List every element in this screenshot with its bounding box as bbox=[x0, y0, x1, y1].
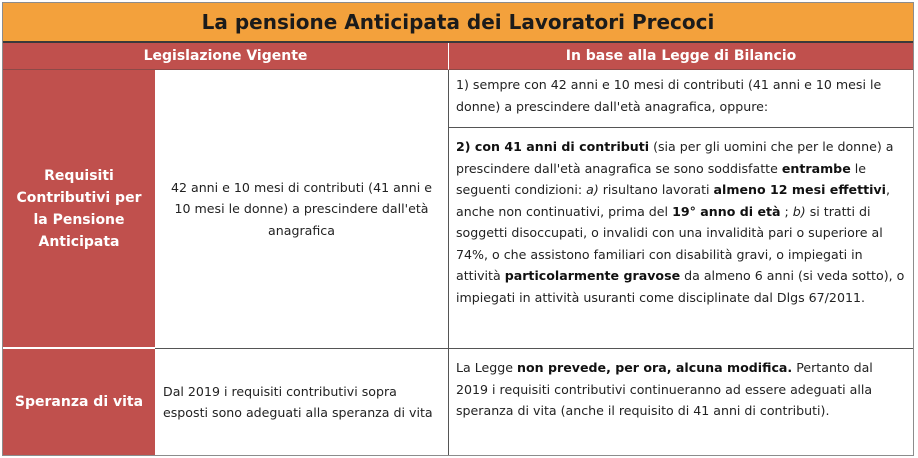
text-segment: da almeno 6 anni (si veda sotto), o impiegati in attività usuranti come disciplinate dal Dlgs 67/2011. bbox=[456, 268, 905, 305]
text-entrambe: entrambe bbox=[781, 160, 851, 176]
cell-speranza-vigente: Dal 2019 i requisiti contributivi sopra esposti sono adeguati alla speranza di vita bbox=[155, 349, 449, 455]
text-segment: (sia per gli uomini che per le donne) a prescindere dall'età anagrafica se sono soddisfatte bbox=[456, 139, 894, 176]
row-label-requisiti: Requisiti Contributivi per la Pensione Anticipata bbox=[3, 70, 155, 348]
text-condition-a: a) bbox=[586, 182, 599, 197]
text-non-prevede: non prevede, per ora, alcuna modifica. bbox=[517, 360, 793, 375]
cell-requisiti-bilancio-1: 1) sempre con 42 anni e 10 mesi di contributi (41 anni e 10 mesi le donne) a prescindere dall'età anagrafica, oppure: bbox=[449, 70, 913, 128]
text-segment: le seguenti condizioni: bbox=[456, 160, 867, 197]
table-title: La pensione Anticipata dei Lavoratori Precoci bbox=[3, 3, 913, 43]
text-segment: La Legge bbox=[456, 360, 518, 375]
text-segment: Pertanto dal 2019 i requisiti contributivi continueranno ad essere adeguati alla speranza di vita (anche il requisito di 41 anni di contributi). bbox=[456, 360, 873, 418]
text-segment: , anche non continuativi, prima del bbox=[456, 182, 890, 219]
header-legge-di-bilancio: In base alla Legge di Bilancio bbox=[449, 43, 913, 70]
cell-speranza-bilancio bbox=[449, 349, 913, 455]
pension-table bbox=[2, 2, 914, 456]
text-segment: si tratti di soggetti disoccupati, o invalidi con una invalidità pari o superiore al 74%, o che assistono familiari con disabilità gravi, o impiegati in attività bbox=[456, 203, 883, 283]
text-condition-b: b) bbox=[792, 203, 806, 219]
cell-requisiti-bilancio-2 bbox=[449, 128, 913, 349]
text-particolarmente-gravose: particolarmente gravose bbox=[504, 268, 681, 283]
text-segment: ; bbox=[780, 203, 793, 219]
header-legislazione-vigente: Legislazione Vigente bbox=[3, 43, 449, 70]
row-label-speranza-di-vita: Speranza di vita bbox=[3, 349, 155, 455]
text-12-mesi-effettivi: almeno 12 mesi effettivi bbox=[713, 182, 886, 197]
text-19-anno: 19° anno di età bbox=[672, 203, 781, 219]
text-41-anni-contributi: 2) con 41 anni di contributi bbox=[456, 139, 650, 154]
text-segment: risultano lavorati bbox=[598, 182, 714, 197]
cell-requisiti-vigente: 42 anni e 10 mesi di contributi (41 anni e 10 mesi le donne) a prescindere dall'età anagrafica bbox=[155, 70, 449, 349]
